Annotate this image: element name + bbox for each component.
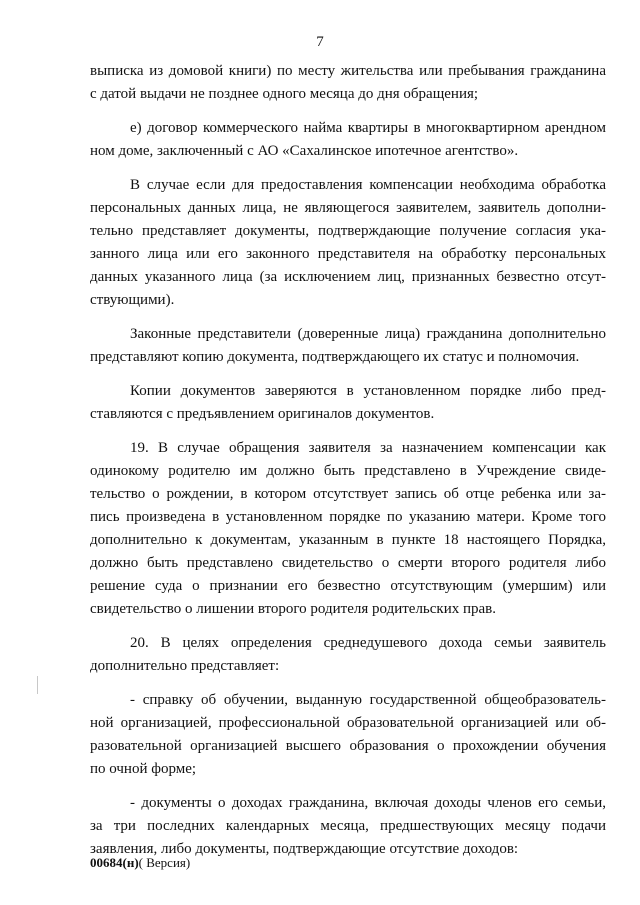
text-line: решение суда о признании его безвестно отсутствующим (умершим) или	[90, 578, 606, 594]
text-line: е) договор коммерческого найма квартиры в многоквартирном арендном	[130, 120, 606, 136]
text-line: должно быть представлено свидетельство о смерти второго родителя либо	[90, 555, 606, 571]
text-line: заявления, либо документы, подтверждающие отсутствие доходов:	[90, 841, 519, 857]
text-line: представляют копию документа, подтверждающего их статус и полномочия.	[90, 349, 580, 365]
paragraph	[90, 689, 606, 781]
footer-code	[90, 855, 190, 871]
text-line: ной организацией, профессиональной образовательной организацией или об-	[90, 715, 606, 731]
paragraph	[90, 60, 606, 106]
footer-code-suffix: ( Версия)	[138, 855, 191, 870]
text-line: дополнительно представляет:	[90, 658, 280, 674]
text-line: выписка из домовой книги) по месту жительства или пребывания гражданина	[90, 63, 606, 79]
text-line: - документы о доходах гражданина, включая доходы членов его семьи,	[130, 795, 606, 811]
text-line: одинокому родителю им должно быть представлено в Учреждение свиде-	[90, 463, 606, 479]
paragraph	[90, 632, 606, 678]
page-number: 7	[316, 34, 324, 50]
text-line: тельство о рождении, в котором отсутствует запись об отце ребенка или за-	[90, 486, 606, 502]
paragraph	[90, 323, 606, 369]
text-line: ствующими).	[90, 292, 175, 308]
text-line: пись произведена в установленном порядке по указанию матери. Кроме того	[90, 509, 606, 525]
text-line: с датой выдачи не позднее одного месяца до дня обращения;	[90, 86, 479, 102]
paragraph	[90, 380, 606, 426]
text-line: Копии документов заверяются в установленном порядке либо пред-	[130, 383, 606, 399]
text-line: 20. В целях определения среднедушевого дохода семьи заявитель	[130, 635, 606, 651]
text-line: персональных данных лица, не являющегося заявителем, заявитель дополни-	[90, 200, 606, 216]
text-line: разовательной организацией высшего образования о прохождении обучения	[90, 738, 606, 754]
paragraph	[90, 174, 606, 312]
text-line: 19. В случае обращения заявителя за назначением компенсации как	[130, 440, 606, 456]
text-line: тельно представляет документы, подтверждающие получение согласия ука-	[90, 223, 606, 239]
text-line: по очной форме;	[90, 761, 197, 777]
document-body	[90, 60, 606, 872]
text-line: дополнительно к документам, указанным в пункте 18 настоящего Порядка,	[90, 532, 606, 548]
text-line: свидетельство о лишении второго родителя родительских прав.	[90, 601, 497, 617]
text-line: Законные представители (доверенные лица) гражданина дополнительно	[130, 326, 606, 342]
text-line: ставляются с предъявлением оригиналов документов.	[90, 406, 435, 422]
paragraph	[90, 792, 606, 861]
paragraph	[90, 437, 606, 621]
text-line: занного лица или его законного представителя на обработку персональных	[90, 246, 606, 262]
margin-mark	[37, 676, 38, 694]
footer-code-id: 00684(н)	[90, 855, 139, 870]
text-line: ном доме, заключенный с АО «Сахалинское ипотечное агентство».	[90, 143, 519, 159]
paragraph	[90, 117, 606, 163]
text-line: за три последних календарных месяца, предшествующих месяцу подачи	[90, 818, 606, 834]
text-line: В случае если для предоставления компенсации необходима обработка	[130, 177, 606, 193]
text-line: данных указанного лица (за исключением лиц, признанных безвестно отсут-	[90, 269, 606, 285]
text-line: - справку об обучении, выданную государственной общеобразователь-	[130, 692, 606, 708]
